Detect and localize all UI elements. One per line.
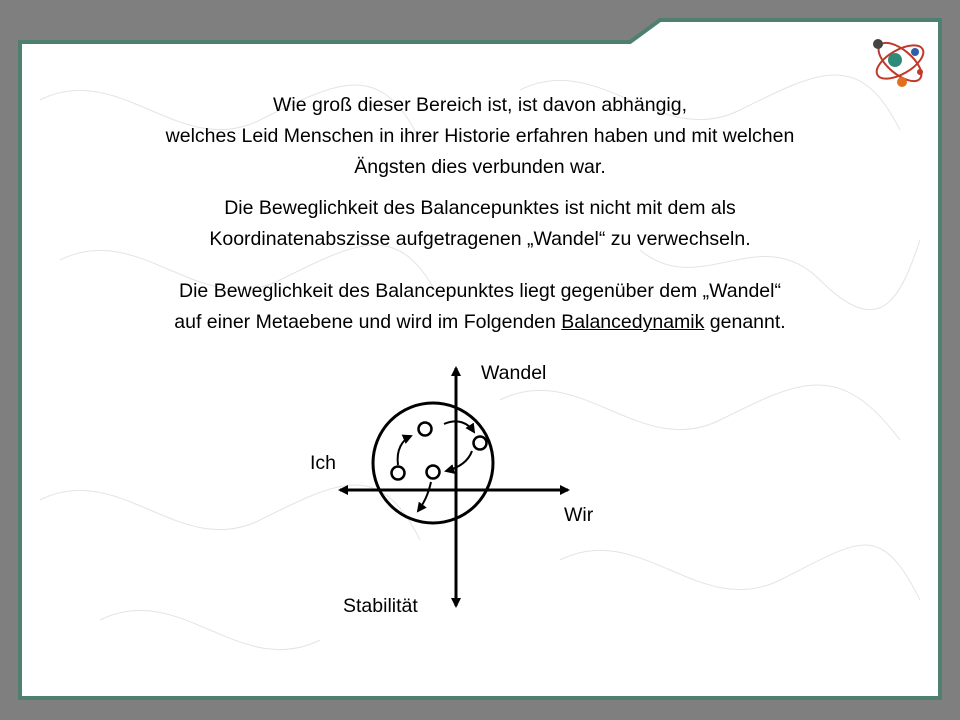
movement-arrow-2 xyxy=(444,421,474,432)
axis-label-wandel: Wandel xyxy=(481,362,547,384)
movement-arrow-1 xyxy=(398,436,411,465)
paragraph-1-line-3: Ängsten dies verbunden war. xyxy=(354,156,606,178)
paragraph-3-line-2-start: auf einer Metaebene und wird im Folgenden xyxy=(174,311,562,333)
movement-arrow-4 xyxy=(418,482,431,511)
axis-label-ich: Ich xyxy=(310,452,337,474)
paragraph-1-line-2: welches Leid Menschen in ihrer Historie erfahren haben und mit welchen xyxy=(165,125,795,147)
paragraph-3-line-1: Die Beweglichkeit des Balancepunktes liegt gegenüber dem „Wandel“ xyxy=(179,280,781,302)
axis-label-wir: Wir xyxy=(564,504,594,526)
paragraph-2-line-2: Koordinatenabszisse aufgetragenen „Wandel“ zu verwechseln. xyxy=(209,228,751,250)
paragraph-2-line-1: Die Beweglichkeit des Balancepunktes ist nicht mit dem als xyxy=(224,197,736,219)
balance-point xyxy=(392,467,405,480)
balance-circle xyxy=(373,403,493,523)
balance-point xyxy=(427,466,440,479)
movement-arrow-3 xyxy=(446,451,472,471)
paragraph-1-line-1: Wie groß dieser Bereich ist, ist davon abhängig, xyxy=(272,94,688,116)
balance-point xyxy=(419,423,432,436)
balance-point xyxy=(474,437,487,450)
axis-label-stabilitaet: Stabilität xyxy=(343,595,418,617)
paragraph-3-line-2-end: genannt. xyxy=(704,311,786,333)
balancedynamik-term: Balancedynamik xyxy=(561,311,705,333)
